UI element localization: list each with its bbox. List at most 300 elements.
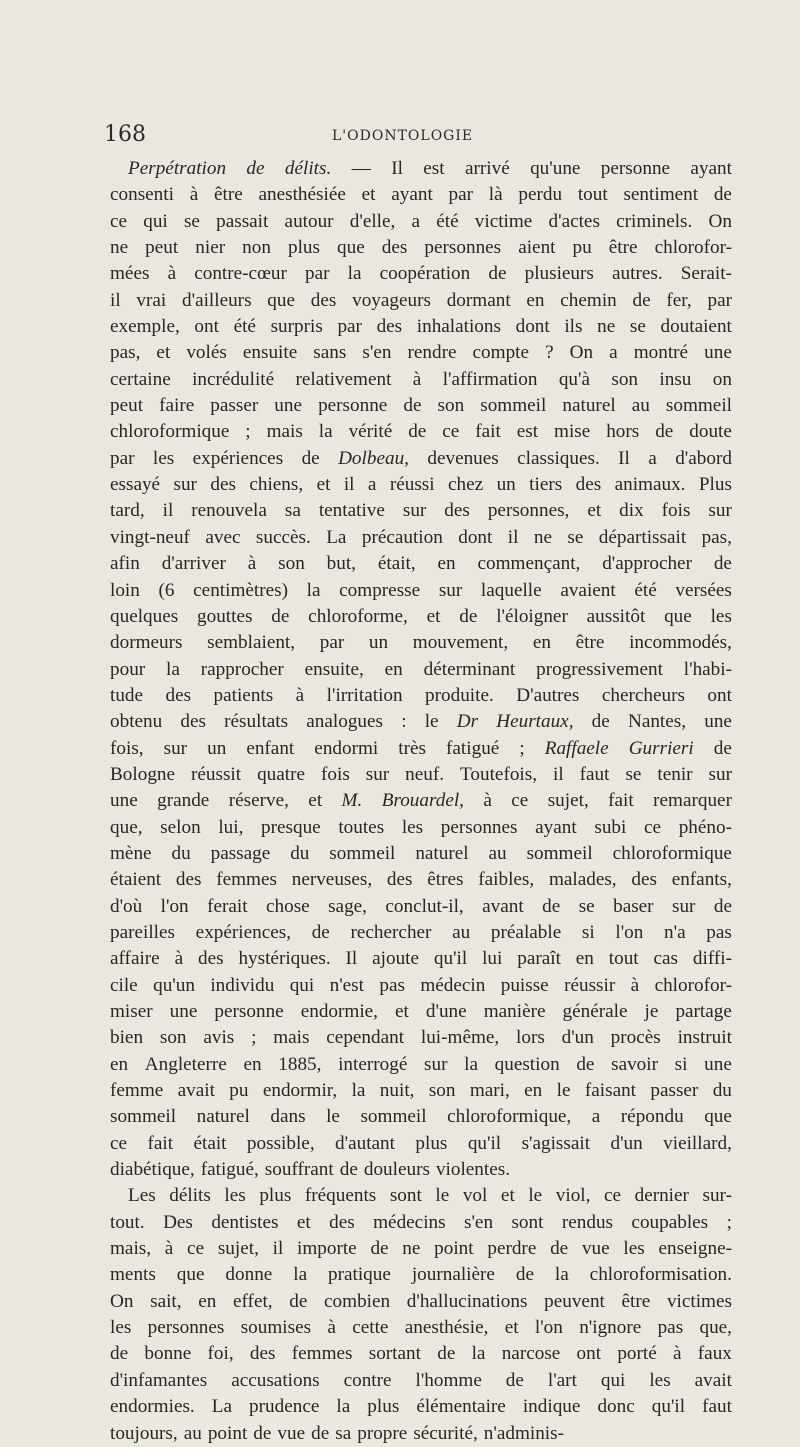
word: lui, [218,816,244,838]
text-line [110,1289,732,1315]
word: ce [110,210,128,232]
text-line [110,340,732,366]
text-line [110,1052,732,1078]
word: mari, [469,1080,510,1102]
text-line [110,788,732,814]
word: coupables [631,1211,709,1233]
word: porté [617,1343,657,1365]
word: endormir, [262,1080,338,1102]
word: hystériques. [238,948,331,970]
text-line [110,683,732,709]
word: à [483,790,492,812]
text-line [110,1394,732,1420]
word: réussit [191,763,242,785]
word: été [634,579,657,601]
word: peut [145,237,179,259]
word: de [110,1343,129,1365]
word: de [488,263,507,285]
word: sur [424,1053,448,1075]
word: l'irritation [326,684,403,706]
word: selon [160,816,201,838]
word: femmes [291,1343,353,1365]
word: qu'il [651,1396,686,1418]
word: en [198,1290,217,1312]
word: aient [518,237,556,259]
word: Il [345,948,358,970]
word: Des [163,1211,193,1233]
word: qu'une [530,158,581,179]
word: de [301,447,320,469]
text-line [110,1368,732,1394]
word: : [401,711,407,733]
text-line [110,1315,732,1341]
word: certaine [110,368,171,390]
word: consenti [110,184,174,206]
word: avaient [560,579,616,601]
word: presque [261,816,321,838]
word: été [436,210,459,232]
word: sommeil [526,842,593,864]
word: endormies. [110,1396,195,1418]
word: sur [438,579,463,601]
word: pas, [110,342,141,364]
word: incrédulité [192,368,275,390]
word: bien [110,1027,144,1049]
word: ce [187,1238,205,1260]
text-line [110,446,732,472]
word: plus [287,237,320,259]
word: rapprocher [200,658,284,680]
word: mées [110,263,150,285]
word: plus [367,1396,400,1418]
word: un [207,737,227,759]
word: au [631,395,650,417]
word: On [569,342,594,364]
word: passage [210,842,271,864]
word: de [713,895,732,917]
word: de [408,421,427,443]
word: Bologne [110,763,176,785]
word: d'arriver [161,553,226,575]
word: rechercher [350,921,432,943]
word: un [496,474,516,496]
word: n'ignore [579,1317,642,1339]
word: fait [608,790,634,812]
word: conclut-il, [385,895,464,917]
word: insu [659,368,692,390]
word: victime [474,210,533,232]
word: et [308,790,323,812]
text-line [110,235,732,261]
word: il [162,500,174,522]
word: se [578,895,595,917]
word: personnes [440,816,518,838]
word: propre [357,1422,408,1444]
word: nier [195,237,226,259]
text-line [110,920,732,946]
word: paraît [517,948,561,970]
word: le [528,1185,543,1207]
word: dernier [634,1185,689,1207]
word: la [347,263,362,285]
word: à [412,368,422,390]
word: subi [594,816,627,838]
word: on [712,368,732,390]
word: il [507,526,519,548]
text-line [110,815,732,841]
word: plusieurs [524,263,594,285]
word: vrai [136,289,167,311]
word: était, [377,553,416,575]
word: sujet, [547,790,589,812]
word: d'approcher [602,553,692,575]
word: pareilles [110,921,175,943]
word: il [343,474,355,496]
word: l'on [160,895,189,917]
word: cependant [326,1027,405,1049]
word: peut [110,395,144,417]
word: vue [277,1422,306,1444]
word: à [247,553,257,575]
word: avant [482,895,524,917]
word: endormie, [300,1001,378,1022]
word: journalière [411,1264,495,1286]
word: l'habi- [683,658,732,680]
text-line [110,630,732,656]
word: lui [482,948,503,970]
word: manière [483,1001,546,1022]
word: chiens, [249,474,304,496]
word: essayé [110,474,161,496]
word: donne [225,1264,273,1286]
word: chlorofor- [654,237,732,259]
word: en [243,1053,262,1075]
word: sommeil [665,395,732,417]
word: chloroformisation. [589,1264,732,1286]
word: vue [581,1238,610,1260]
text-line [110,498,732,524]
word: expériences [192,447,284,469]
word: être [575,632,605,654]
word: des [376,316,403,338]
text-line [110,578,732,604]
text-line [110,1183,732,1209]
word: d'infamantes [110,1369,208,1391]
word: ensuite [242,342,298,364]
word: êtres [427,869,464,891]
word: faire [159,395,195,417]
word: d'abord [675,447,732,469]
word: n'a [664,921,686,943]
word: criminels. [616,210,693,232]
word: plus [415,1132,448,1154]
text-line [110,261,732,287]
text-line [110,841,732,867]
word: loin [110,579,140,601]
word: Il [618,447,630,469]
word: mouvement, [412,632,509,654]
word: cile [110,974,138,996]
word: d'un [561,1027,594,1049]
word: de [370,1238,389,1260]
word: son [278,553,305,575]
word: la [471,1343,486,1365]
word: pour [110,658,146,680]
word: sur [163,737,188,759]
word: au [452,921,471,943]
word: du [712,1080,732,1102]
word: précaution [361,526,443,548]
word: une [274,395,303,417]
word: ne [597,316,616,338]
word: réussi [389,474,435,496]
word: réserve, [228,790,289,812]
word: quelques [110,605,179,627]
word: qui [143,210,168,232]
word: malades, [548,869,617,891]
word: faibles, [478,869,535,891]
text-line [110,762,732,788]
word: ce [110,1132,128,1154]
word: laquelle [480,579,542,601]
word: la [306,579,321,601]
word: du [290,842,310,864]
word: plus [259,1185,292,1207]
word: Serait- [680,263,732,285]
word: montré [633,342,689,364]
text-line [110,946,732,972]
text-line [110,1341,732,1367]
word: dormeurs [110,632,183,654]
word: miser [110,1001,153,1022]
word: a [648,447,657,469]
word: diffi- [692,948,732,970]
word: anesthésiée [258,184,346,206]
word: et [395,1001,409,1022]
word: On [110,1290,134,1312]
word: puisse [500,974,549,996]
word: d'elle, [349,210,396,232]
word: combien [324,1290,391,1312]
word: vieillard, [663,1132,732,1154]
word: enseigne- [658,1238,732,1260]
word: (6 [158,579,175,601]
word: été [233,316,256,338]
word: dentistes [211,1211,279,1233]
word: naturel [562,395,616,417]
page-header [104,118,732,148]
word: que, [699,1317,732,1339]
word: une [704,1053,732,1075]
word: commençant, [477,553,581,575]
word: que, [110,816,143,838]
word: cas [653,948,679,970]
word: l'art [547,1369,577,1391]
word: s'en [464,1211,494,1233]
word: son [611,368,639,390]
word: prudence [249,1396,320,1418]
word: est [516,421,539,443]
word: doutaient [660,316,732,338]
word: surpris [270,316,323,338]
word: des [381,237,408,259]
word: de [576,1053,595,1075]
word: les [110,1317,132,1339]
word: une [169,1001,198,1022]
word: de [403,395,422,417]
word: de [253,1422,272,1444]
word: l'homme [415,1369,482,1391]
word: d'où [110,895,143,917]
word: Nantes, [627,711,687,733]
word: l'on [615,921,644,943]
word: ; [251,1027,257,1049]
word: faut [702,1396,732,1418]
word: perdu [518,184,563,206]
word: et [316,474,331,496]
word: que [176,1264,205,1286]
word: de [515,1264,534,1286]
word: anesthésie, [404,1317,489,1339]
word: en [575,948,594,970]
word: nuit, [379,1080,415,1102]
word: à [174,948,184,970]
word: tiers [529,474,563,496]
word: pu [229,1080,249,1102]
word: tenir [657,763,693,785]
word: ont [707,684,732,706]
word: en [524,1080,543,1102]
word: dont [515,316,550,338]
word: centimètres) [193,579,288,601]
word: sommeil [480,395,547,417]
word: procès [610,1027,661,1049]
word: autour [284,210,334,232]
word: Brouardel, [381,790,464,812]
body-text [110,156,732,1447]
word: se [567,526,584,548]
word: je [644,1001,659,1022]
word: résultats [224,711,289,733]
word: la [464,1053,478,1075]
word: que [337,237,365,259]
word: 1885, [278,1053,322,1075]
word: sécurité, [413,1422,478,1444]
word: ont [576,1343,602,1365]
word: chloroforme, [308,605,408,627]
word: femmes [216,869,277,891]
text-line [110,1104,732,1130]
word: Dolbeau, [338,447,409,469]
word: n'adminis- [483,1422,564,1444]
word: une [704,342,732,364]
word: être [621,1290,651,1312]
word: des [210,474,236,496]
word: a [367,474,377,496]
word: en [526,289,545,311]
word: lui-même, [420,1027,500,1049]
word: perdre [487,1238,537,1260]
text-line [110,1421,732,1447]
word: de [713,553,732,575]
word: médecins [373,1211,446,1233]
word: mais [273,1027,310,1049]
word: à [167,263,177,285]
text-line [110,1210,732,1236]
word: réussir [564,974,616,996]
word: de [655,421,674,443]
word: de [550,1238,569,1260]
word: et [500,1185,515,1207]
word: en [437,553,456,575]
word: générale [562,1001,628,1022]
word: narcose [501,1343,561,1365]
word: souffrant [264,1159,334,1181]
word: peuvent [544,1290,605,1312]
word: en [532,632,551,654]
word: Plus [698,474,732,496]
word: personnes [147,1317,225,1339]
word: M. [341,790,363,812]
word: avait [694,1369,732,1391]
word: doute [689,421,732,443]
word: pas, [701,526,732,548]
word: ments [110,1264,156,1286]
word: ils [564,316,583,338]
word: qu'à [558,368,590,390]
word: possible, [246,1132,315,1154]
text-line [110,1236,732,1262]
text-line [110,525,732,551]
word: rendus [561,1211,614,1233]
word: passer [210,395,259,417]
word: sa [335,1422,352,1444]
word: une [110,790,138,812]
word: en [384,658,403,680]
word: ne [402,1238,421,1260]
word: qu'un [153,974,195,996]
word: savoir [611,1053,659,1075]
word: que [704,1106,732,1128]
word: par [448,184,474,206]
word: qui [600,1369,626,1391]
word: pas [657,1317,684,1339]
word: sortant [368,1343,421,1365]
word: au [488,842,507,864]
word: patients [213,684,274,706]
word: ne [533,526,552,548]
word: de [311,1422,330,1444]
word: les [401,816,424,838]
word: chez [448,474,484,496]
text-line [110,551,732,577]
word: avis [203,1027,235,1049]
text-line [110,1157,732,1183]
word: son [159,1027,187,1049]
word: départissait [598,526,687,548]
word: sur [708,763,732,785]
word: obtenu [110,711,163,733]
word: d'un [610,1132,643,1154]
word: se [183,210,200,232]
word: inhalations [416,316,501,338]
text-line [110,709,732,735]
word: enfants, [671,869,732,891]
word: donc [597,1396,635,1418]
word: chemin [560,289,617,311]
word: chloroformique, [447,1106,572,1128]
word: sont [389,1185,422,1207]
